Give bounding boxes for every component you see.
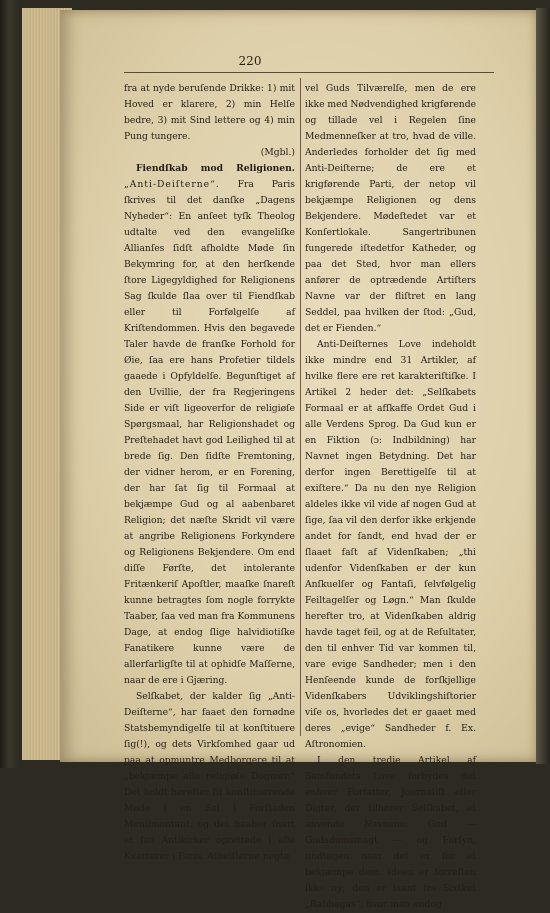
right-margin-shadow — [536, 8, 550, 764]
temperance-text: fra at nyde beruſende Drikke: 1) mit Hoved er klarere, 2) min Helſe bedre, 3) mit Sind lettere og 4) min Pung tungere. — [124, 83, 295, 142]
paragraph-anti-deists — [124, 161, 295, 689]
paragraph-laws: Anti-Deiſternes Love indeholdt ikke mindre end 31 Artikler, af hvilke flere ere ret karakteriſtiſke. I Artikel 2 heder det: „Selſkabets Formaal er at afſkaffe Ordet Gud i alle Verdens Sprog. Da Gud kun er en Fiktion (ɔ: Indbildning) har Navnet ingen Betydning. Det har derfor ingen Berettigelſe til at exiſtere.“ Da nu den nye Religion aldeles ikke vil vide af nogen Gud at ſige, ſaa vil den derfor ikke erkjende andet for ſandt, end hvad der er ſlaaet faſt af Videnſkaben; „thi udenfor Videnſkaben er der kun Anſkuelſer og Fantaſi, ſelvfølgelig Feiltagelſer og Løgn.“ Man ſkulde herefter tro, at Videnſkaben aldrig havde taget feil, og at de Reſultater, den til enhver Tid var kommen til, vare evige Sandheder; men i den Henſeende kunde de forſkjellige Videnſkabers Udviklingshiſtorier viſe os, hvorledes det er gaaet med deres „evige“ Sandheder f. Ex. Aſtronomien. — [305, 339, 476, 750]
paragraph-third-article: I den tredie Artikel af Samfundets Love forbydes det enhver Forfatter, Journaliſt eller Digter, der tilhører Selſkabet, at anvende Navnene: Gud — Gudsdumsmagt — og Forſyn, undtagen naar det er for at bekjæmpe dem. Ideen er forreſten ikke ny; den er laant fra Sixtket „Rabbagas“, hvor man endog — [305, 755, 476, 910]
book-spine — [0, 0, 22, 768]
left-column — [124, 81, 295, 865]
page-number: 220 — [238, 54, 262, 68]
right-column — [305, 81, 476, 913]
article-heading: Fiendſkab mod Religionen. — [136, 163, 295, 174]
source-citation: (Mgbl.) — [260, 147, 295, 158]
column-divider — [300, 78, 301, 736]
paragraph-continuation: vel Guds Tilværelſe, men de ere ikke med Nødvendighed krigførende og tillade vel i Regelen ſine Medmenneſker at tro, hvad de ville. Anderledes forholder det ſig med Anti-Deiſterne; de ere et krigførende Parti, der netop vil bekjæmpe Religionen og dens Bekjendere. Mødeſtedet var et Konſertlokale. Sangertribunen fungerede iſtedetfor Katheder, og paa det Sted, hvor man ellers anfører de optrædende Artiſters Navne var der fliſtret en lang Seddel, paa hvilken der ſtod: „Gud, det er Fienden.“ — [305, 83, 477, 334]
article-subheading: „Anti-Deiſterne“. — [124, 179, 220, 190]
paragraph-temperance — [124, 81, 295, 161]
header-rule — [124, 72, 494, 73]
paragraph-society: Selſkabet, der kalder ſig „Anti-Deiſterne“, har faaet den fornødne Statsbemyndigelſe til at konſtituere ſig(!), og dets Virkſomhed gaar ud paa at opmuntre Medborgere til at „bekjæmpe alle religiøſe Dogmer.“ Det holdt herefter ſit konſtituerende Møde i en Sal i Forſtaden Menilmontant, og det haaber ſnart at faa Antikirker oprettede i alle Kvarterer i Paris. Atheiſterne negte — [124, 691, 295, 862]
article-body: Fra Paris ſkrives til det danſke „Dagens Nyheder“: En anſeet tyſk Theolog udtalte ved den evangeliſke Allianſes ſidſt afholdte Møde ſin Bekymring for, at den herſkende ſtore Ligegyldighed for Religionens Sag ſkulde ſlaa over til Fiendſkab eller til Forfølgelſe af Kriſtendommen. Hvis den begavede Taler havde de franſke Forhold for Øie, ſaa ere hans Profetier tildels gaaede i Opfyldelſe. Begunſtiget af den Uvillie, der fra Regjeringens Side er viſt ligeoverfor de religiøſe Spørgsmaal, har Religionshadet og Preſtehadet havt god Leilighed til at brede ſig. Den ſidſte Fremtoning, der vidner herom, er en Forening, der har ſat ſig til Formaal at bekjæmpe Gud og al aabenbaret Religion; det næſte Skridt vil være at angribe Religionens Forkyndere og Religionens Bekjendere. Om end diſſe Førſte, det intolerante Fritænkeriſ Apoſtler, maaſke ſnareſt kunne betragtes ſom nogle forrykte Taaber, ſaa ved man fra Kommunens Dage, at endog ſlige halvidiotiſke Fanatikere kunne være de allerfarligſte til at ophidſe Maſſerne, naar de ere i Gjæring. — [124, 179, 295, 686]
